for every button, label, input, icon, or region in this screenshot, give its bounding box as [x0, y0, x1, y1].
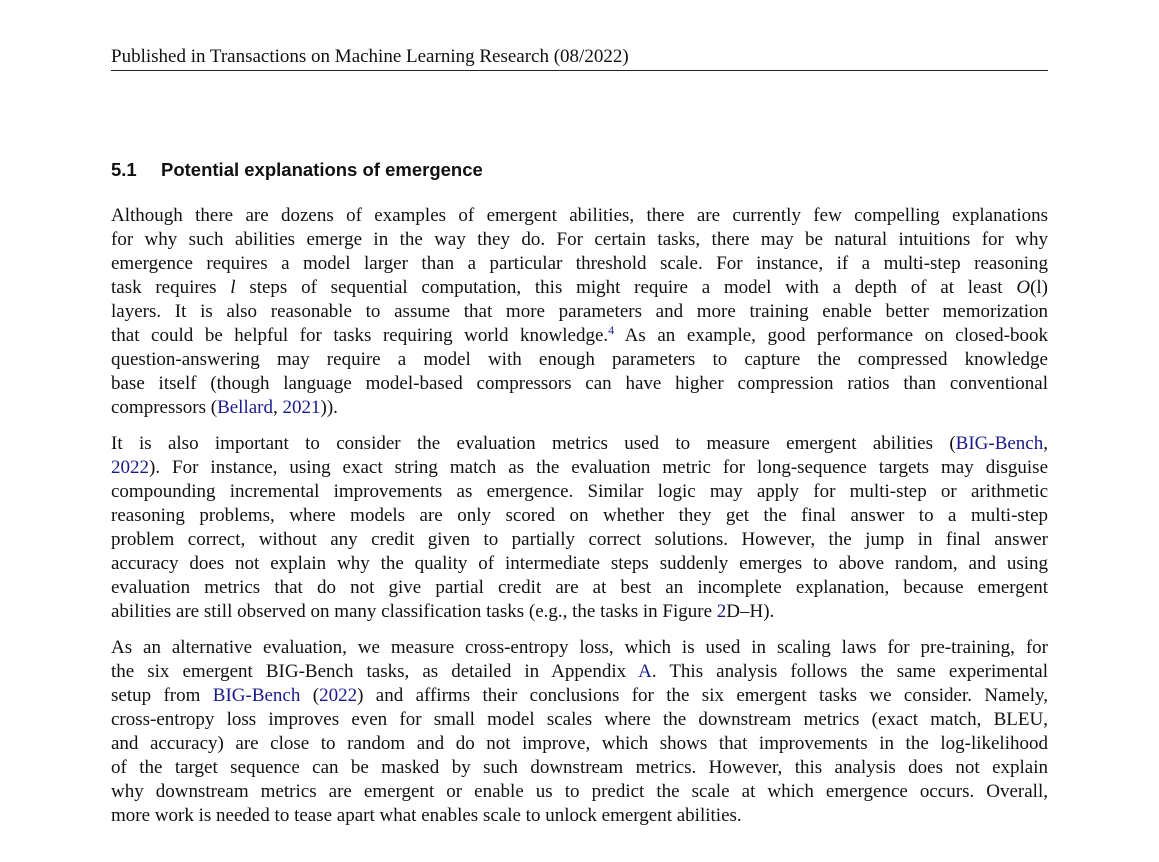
- p2-line-5: problem correct, without any credit given to partially correct solutions. However, the jump in final answer: [111, 529, 1048, 550]
- p3-line-8: more work is needed to tease apart what enables scale to unlock emergent abilities.: [111, 805, 742, 826]
- p1-line-8: base itself (though language model-based compressors can have higher compression ratios than conventional: [111, 373, 1048, 394]
- section-number: 5.1: [111, 159, 137, 180]
- p1-line-4-text-a: task requires: [111, 277, 217, 298]
- citation-bigbench-year[interactable]: 2022: [111, 457, 149, 478]
- p3-line-1: As an alternative evaluation, we measure cross-entropy loss, which is used in scaling laws for pre-training, for: [111, 637, 1048, 658]
- p1-line-6-text-a: that could be helpful for tasks requiring world knowledge.: [111, 325, 609, 346]
- paragraph-2: [111, 432, 1048, 624]
- p2-line-1-text-a: It is also important to consider the evaluation metrics used to measure emergent abilities (: [111, 433, 956, 454]
- math-big-o-arg: (l): [1030, 277, 1049, 298]
- citation-bigbench-year-2[interactable]: 2022: [319, 685, 358, 706]
- header-rule: [111, 70, 1048, 71]
- p1-line-5: layers. It is also reasonable to assume that more parameters and more training enable better memorization: [111, 301, 1048, 322]
- footnote-marker[interactable]: 4: [608, 323, 615, 337]
- p1-line-9-text-a: compressors (: [111, 397, 218, 418]
- citation-sep: ,: [273, 397, 283, 418]
- p1-line-2: for why such abilities emerge in the way they do. For certain tasks, there may be natural intuitions for why: [111, 229, 1048, 250]
- citation-bigbench-author-2[interactable]: BIG-Bench: [212, 685, 301, 706]
- p2-line-6: accuracy does not explain why the quality of intermediate steps suddenly emerges to above random, and using: [111, 553, 1048, 574]
- citation-bellard-year[interactable]: 2021: [282, 397, 321, 418]
- p3-line-3-text-a: setup from: [111, 685, 201, 706]
- p3-line-2-text-b: . This analysis follows the same experimental: [651, 661, 1048, 682]
- appendix-ref-a[interactable]: A: [638, 661, 652, 682]
- section-heading: [111, 157, 483, 183]
- running-header: Published in Transactions on Machine Learning Research (08/2022): [111, 46, 629, 67]
- p2-line-8-text-a: abilities are still observed on many classification tasks (e.g., the tasks in Figure: [111, 601, 713, 622]
- p2-line-7: evaluation metrics that do not give partial credit are at best an incomplete explanation, because emergent: [111, 577, 1048, 598]
- p2-line-1-text-b: ,: [1043, 433, 1048, 454]
- citation-bigbench-author[interactable]: BIG-Bench: [955, 433, 1044, 454]
- paragraph-3: [111, 636, 1048, 828]
- p3-line-6: of the target sequence can be masked by such downstream metrics. However, this analysis does not explain: [111, 757, 1048, 778]
- math-l: l: [230, 277, 236, 298]
- p3-line-3-open: (: [300, 685, 320, 706]
- p1-line-7: question-answering may require a model with enough parameters to capture the compressed knowledge: [111, 349, 1048, 370]
- p1-line-9: [111, 396, 1048, 420]
- p3-line-2-text-a: the six emergent BIG-Bench tasks, as detailed in Appendix: [111, 661, 627, 682]
- p1-line-6-text-b: As an example, good performance on closed-book: [624, 325, 1049, 346]
- citation-bellard-author[interactable]: Bellard: [217, 397, 273, 418]
- p2-line-8-text-b: D–H).: [726, 601, 775, 622]
- math-big-o: O: [1016, 277, 1031, 298]
- p2-line-3: compounding incremental improvements as emergence. Similar logic may apply for multi-step or arithmetic: [111, 481, 1048, 502]
- p2-line-8: [111, 600, 1048, 624]
- p3-line-3-text-b: ) and affirms their conclusions for the six emergent tasks we consider. Namely,: [357, 685, 1049, 706]
- section-title: Potential explanations of emergence: [161, 159, 483, 180]
- p1-line-4-text-b: steps of sequential computation, this might require a model with a depth of at least: [249, 277, 1003, 298]
- p1-line-4: [111, 276, 1048, 300]
- p2-line-2: [111, 456, 1048, 480]
- p1-line-9-text-b: )).: [320, 397, 338, 418]
- p3-line-3: [111, 684, 1048, 708]
- p2-line-1: [111, 432, 1048, 456]
- p1-line-3: emergence requires a model larger than a particular threshold scale. For instance, if a multi-step reasoning: [111, 253, 1048, 274]
- p3-line-2: [111, 660, 1048, 684]
- paragraph-1: [111, 204, 1048, 420]
- p2-line-2-text: ). For instance, using exact string match as the evaluation metric for long-sequence targets may disguise: [149, 457, 1048, 478]
- p1-line-1: Although there are dozens of examples of emergent abilities, there are currently few compelling explanations: [111, 205, 1048, 226]
- figure-ref-2[interactable]: 2: [716, 601, 727, 622]
- p3-line-4: cross-entropy loss improves even for small model scales where the downstream metrics (exact match, BLEU,: [111, 709, 1048, 730]
- p2-line-4: reasoning problems, where models are only scored on whether they get the final answer to a multi-step: [111, 505, 1048, 526]
- p3-line-5: and accuracy) are close to random and do not improve, which shows that improvements in the log-likelihood: [111, 733, 1048, 754]
- p3-line-7: why downstream metrics are emergent or enable us to predict the scale at which emergence occurs. Overall,: [111, 781, 1048, 802]
- p1-line-6: [111, 324, 1048, 348]
